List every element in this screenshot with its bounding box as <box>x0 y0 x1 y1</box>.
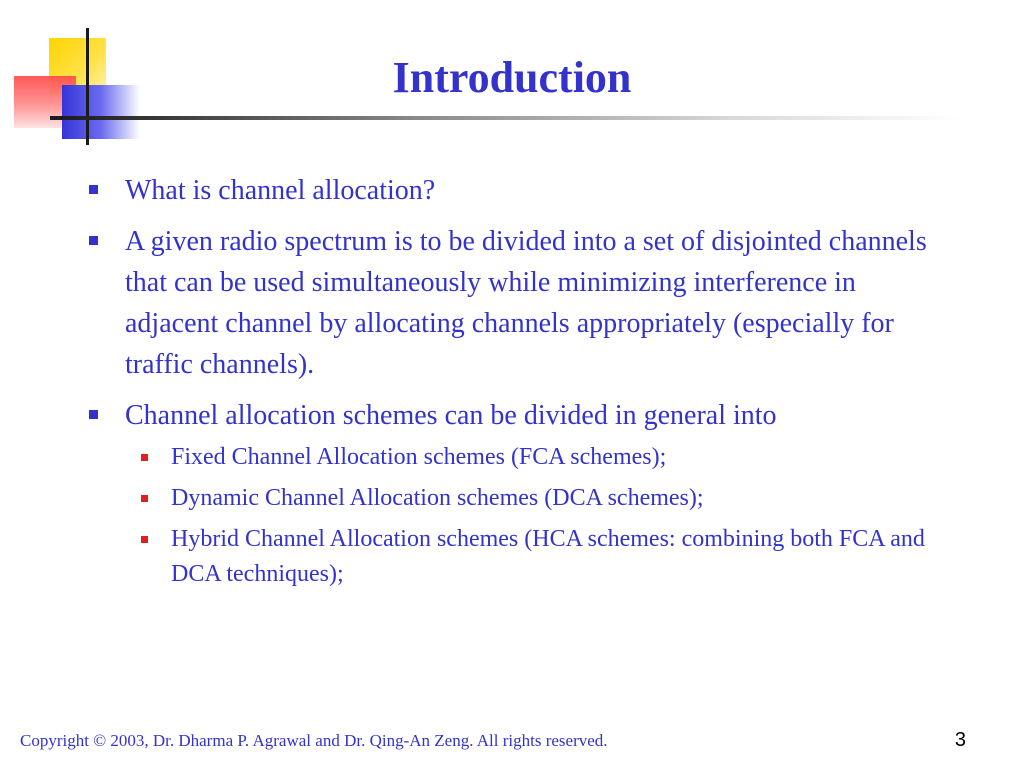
square-bullet-icon <box>89 236 98 245</box>
red-square-bullet-icon <box>141 454 148 461</box>
sub-bullet-text: Hybrid Channel Allocation schemes (HCA schemes: combining both FCA and DCA techniques); <box>171 526 925 587</box>
bullet-text: Channel allocation schemes can be divided in general into <box>125 400 777 431</box>
square-bullet-icon <box>89 410 98 419</box>
copyright-footer: Copyright © 2003, Dr. Dharma P. Agrawal and Dr. Qing-An Zeng. All rights reserved. <box>20 731 608 750</box>
bullet-item <box>88 221 948 385</box>
red-square-bullet-icon <box>141 495 148 502</box>
red-square-bullet-icon <box>141 536 148 543</box>
bullet-text: A given radio spectrum is to be divided into a set of disjointed channels that can be used simultaneously while minimizing interference in adjacent channel by allocating channels appropriately (especially for traffic channels). <box>125 226 927 380</box>
bullet-text: What is channel allocation? <box>125 175 436 206</box>
sub-bullet-item <box>134 440 948 475</box>
title-underline <box>50 116 960 120</box>
page-number: 3 <box>954 729 966 751</box>
sub-bullet-item <box>134 522 948 592</box>
sub-bullet-text: Dynamic Channel Allocation schemes (DCA schemes); <box>171 485 704 511</box>
square-bullet-icon <box>89 185 98 194</box>
bullet-item <box>88 170 948 211</box>
sub-bullet-text: Fixed Channel Allocation schemes (FCA schemes); <box>171 444 667 470</box>
bullet-item <box>88 395 948 436</box>
slide-title <box>0 50 1024 106</box>
slide-content <box>88 170 948 598</box>
sub-bullet-item <box>134 481 948 516</box>
slide-title-text: Introduction <box>392 53 632 102</box>
